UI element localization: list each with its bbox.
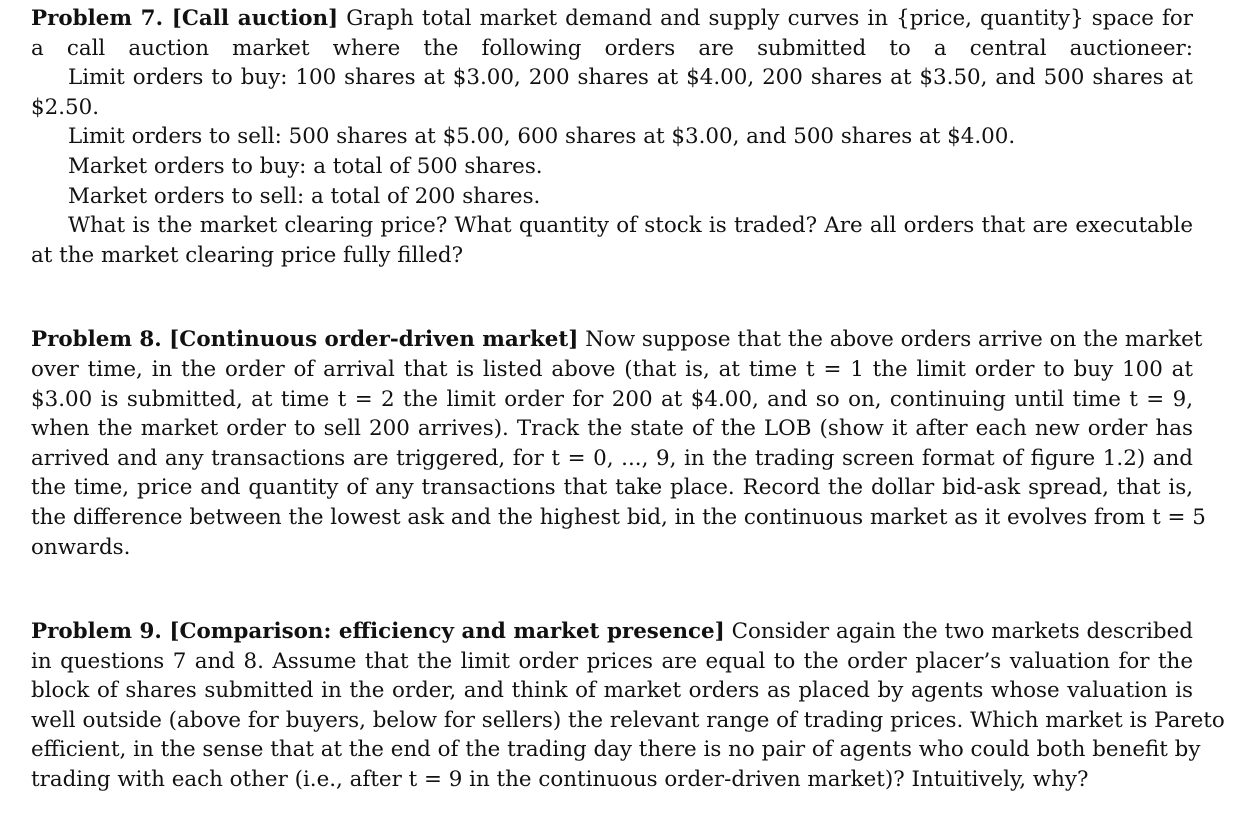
problem-7-heading: Problem 7. [Call auction] [31, 6, 339, 31]
problem-7 [31, 4, 1193, 270]
problem-7-line-7: Market orders to sell: a total of 200 shares. [68, 183, 541, 209]
problem-8-line-5: arrived and any transactions are triggered, for t = 0, ..., 9, in the trading screen format of figure 1.2) and [31, 445, 1193, 471]
problem-7-line-5: Limit orders to sell: 500 shares at $5.00, 600 shares at $3.00, and 500 shares at $4.00. [68, 124, 1016, 150]
problem-7-text: Graph total market demand and supply curves in {price, quantity} space for [346, 6, 1193, 31]
problem-8-line-7: the difference between the lowest ask and the highest bid, in the continuous market as it evolves from t = 5 [31, 504, 1206, 530]
problem-8-line-6: the time, price and quantity of any transactions that take place. Record the dollar bid-ask spread, that is, [31, 475, 1193, 501]
problem-9-text: Consider again the two markets described [731, 619, 1193, 645]
problem-7-line-8: What is the market clearing price? What quantity of stock is traded? Are all orders that are executable [68, 213, 1193, 239]
problem-8-line-3: $3.00 is submitted, at time t = 2 the limit order for 200 at $4.00, and so on, continuing until time t = 9, [31, 386, 1193, 412]
problem-9-line-5: efficient, in the sense that at the end of the trading day there is no pair of agents who could both benefit by [31, 737, 1201, 763]
problem-7-line-3: Limit orders to buy: 100 shares at $3.00, 200 shares at $4.00, 200 shares at $3.50, and 500 shares at [68, 65, 1193, 91]
problem-9 [31, 617, 1225, 795]
problem-9-line-2: in questions 7 and 8. Assume that the limit order prices are equal to the order placer’s valuation for the [31, 648, 1193, 674]
problem-8-text: Now suppose that the above orders arrive on the market [585, 327, 1203, 353]
problem-7-line-2: a call auction market where the following orders are submitted to a central auctioneer: [31, 35, 1193, 61]
problem-8-line-2: over time, in the order of arrival that is listed above (that is, at time t = 1 the limit order to buy 100 at [31, 356, 1193, 382]
problem-9-line-4: well outside (above for buyers, below for sellers) the relevant range of trading prices. Which market is Pareto [31, 707, 1225, 733]
problem-8 [31, 325, 1206, 562]
problem-9-line-3: block of shares submitted in the order, and think of market orders as placed by agents whose valuation is [31, 678, 1193, 704]
problem-8-line-8: onwards. [31, 534, 131, 560]
problem-9-heading: Problem 9. [Comparison: efficiency and market presence] [31, 619, 725, 645]
problem-7-line-6: Market orders to buy: a total of 500 shares. [68, 153, 543, 179]
problem-7-line-4: $2.50. [31, 94, 100, 120]
problem-8-line-4: when the market order to sell 200 arrives). Track the state of the LOB (show it after each new order has [31, 416, 1193, 442]
document-page [31, 4, 1225, 795]
problem-9-line-1 [31, 617, 1193, 647]
problem-8-heading: Problem 8. [Continuous order-driven market] [31, 327, 579, 353]
problem-7-line-9: at the market clearing price fully filled? [31, 242, 464, 268]
problem-7-line-1 [31, 4, 1193, 34]
problem-9-line-6: trading with each other (i.e., after t = 9 in the continuous order-driven market)? Intuitively, why? [31, 767, 1089, 793]
problem-8-line-1 [31, 325, 1203, 355]
